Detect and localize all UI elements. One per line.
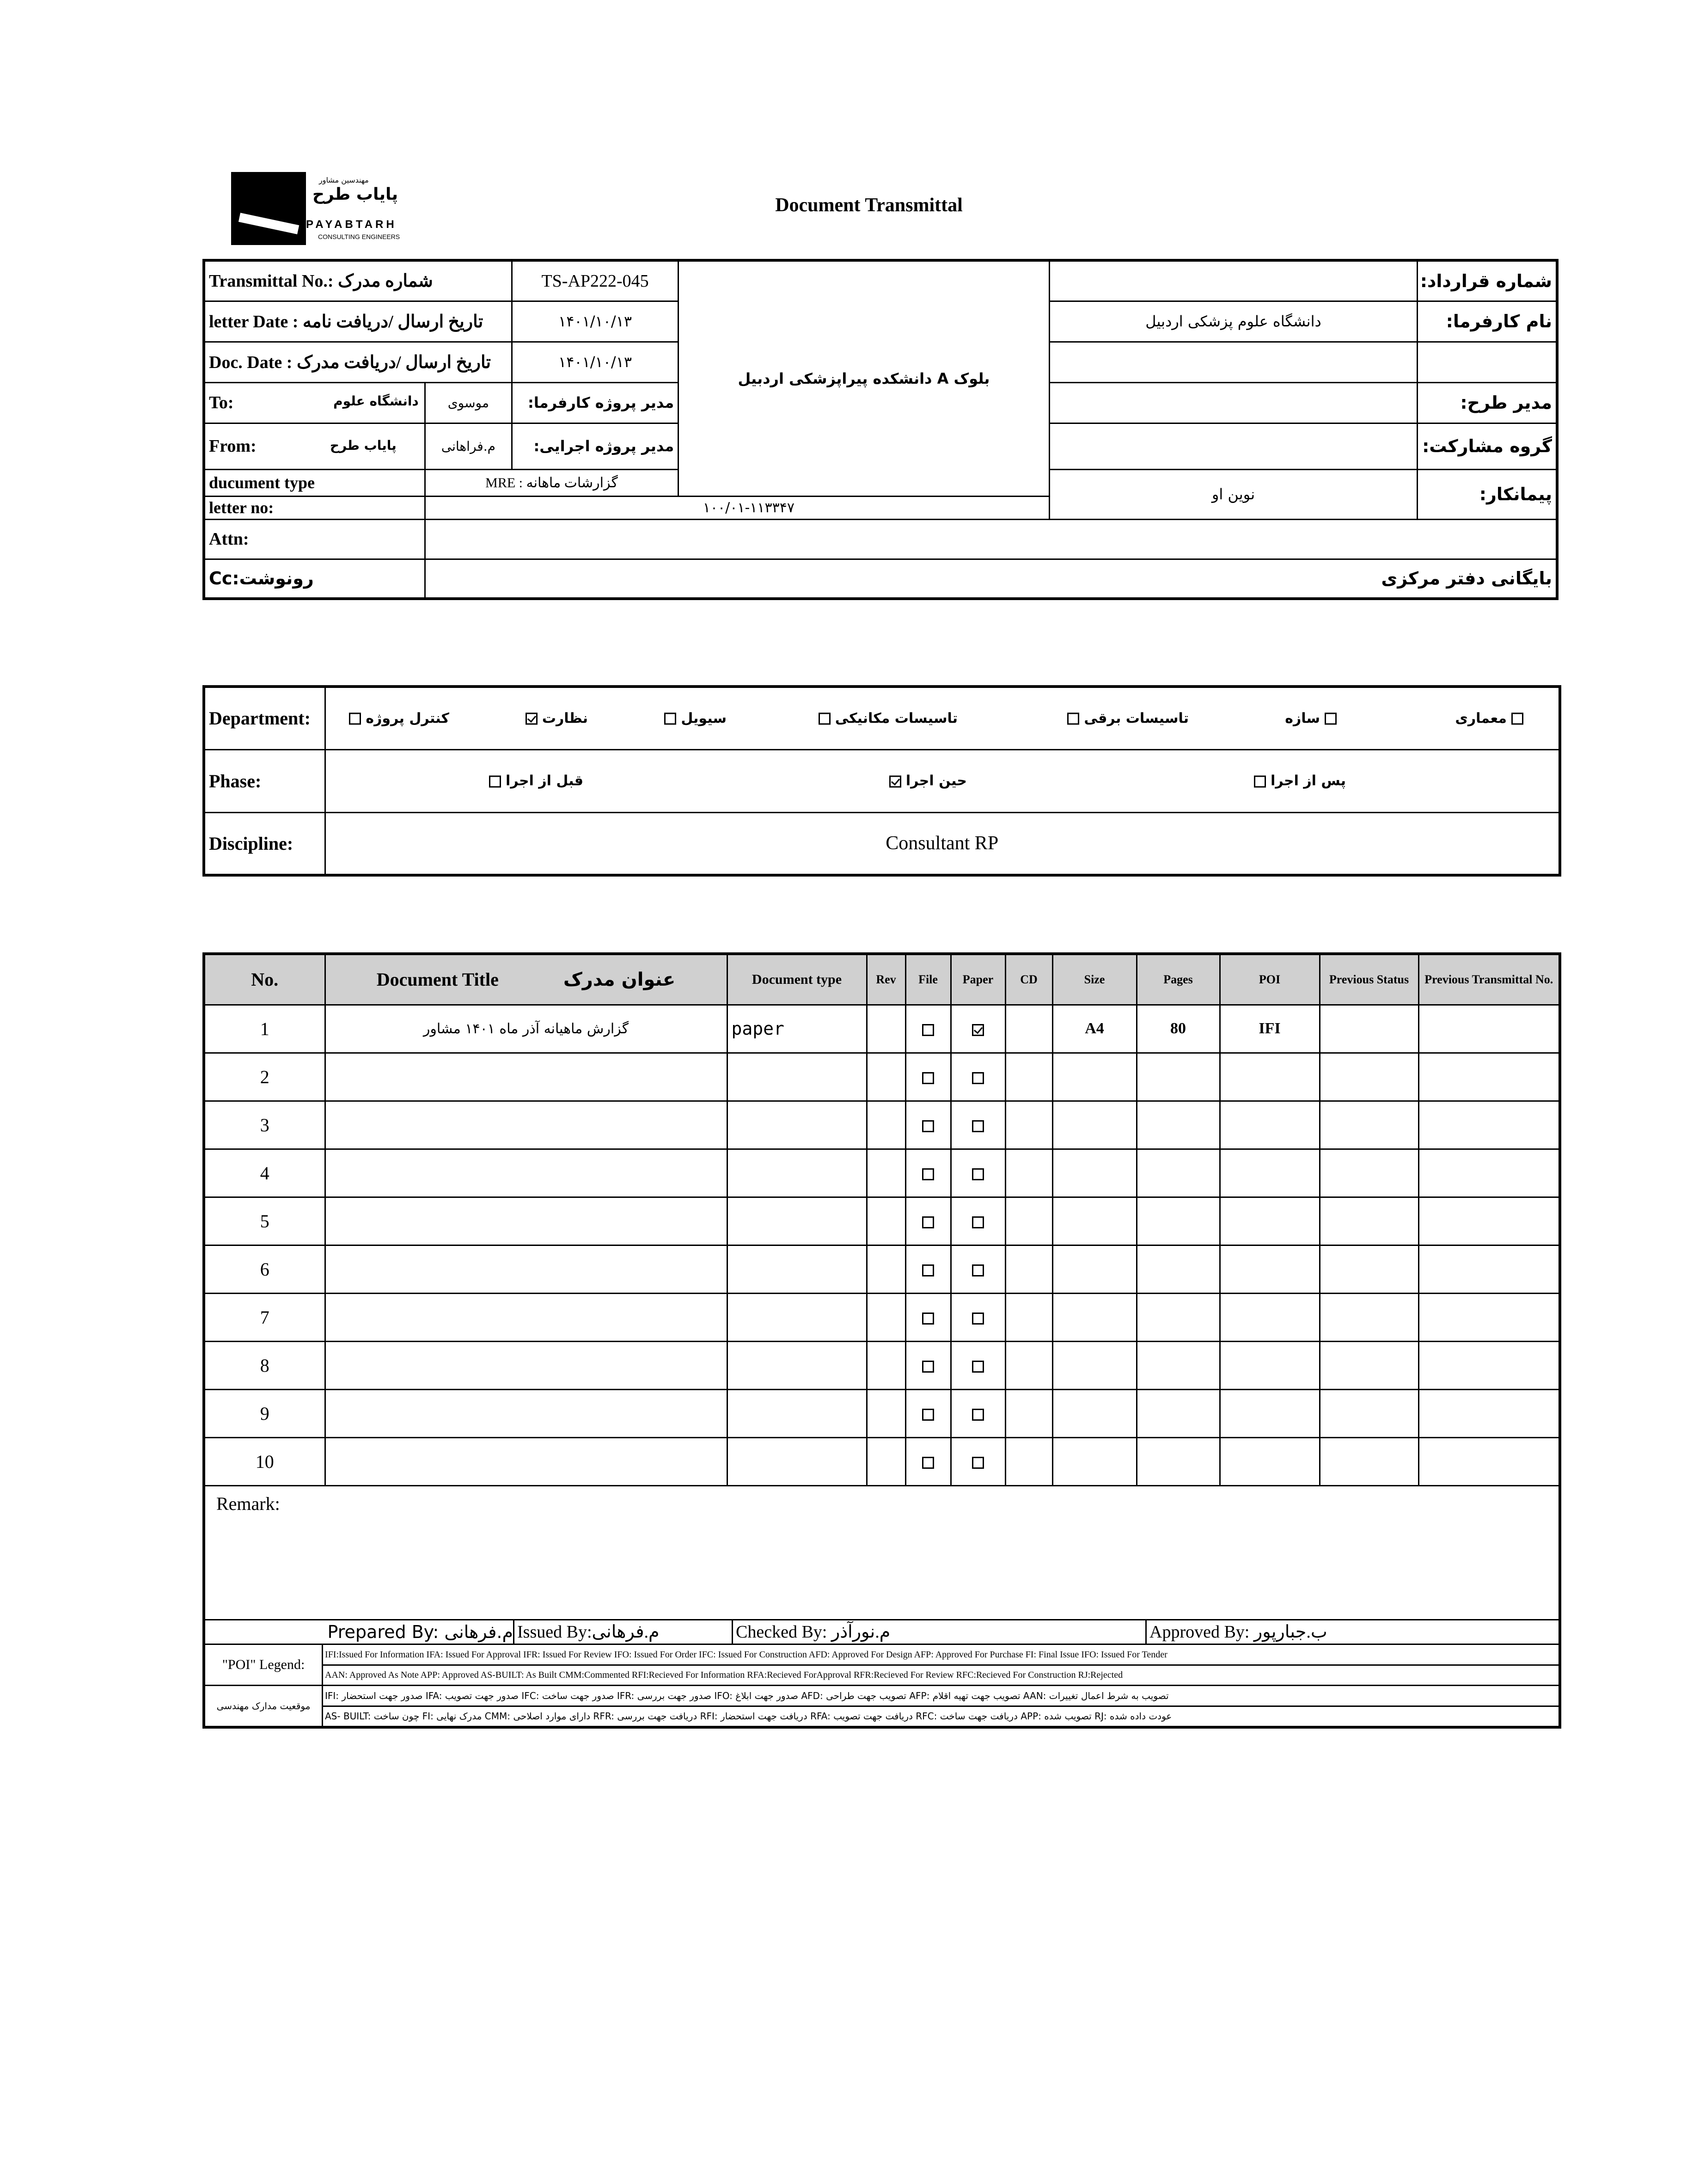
row-prev-status[interactable] <box>1320 1101 1418 1149</box>
row-poi <box>1220 1149 1320 1197</box>
row-doc-type <box>727 1245 867 1293</box>
row-no: 7 <box>204 1293 325 1341</box>
row-size <box>1052 1437 1137 1485</box>
row-no: 6 <box>204 1245 325 1293</box>
checkbox[interactable] <box>972 1409 984 1421</box>
col-poi: POI <box>1220 954 1320 1005</box>
row-cd[interactable] <box>1005 1437 1052 1485</box>
row-prev-status[interactable] <box>1320 1293 1418 1341</box>
row-poi <box>1220 1053 1320 1101</box>
contract-no-value <box>1049 260 1418 301</box>
documents-table <box>202 952 1561 1729</box>
row-cd[interactable] <box>1005 1101 1052 1149</box>
row-size <box>1052 1389 1137 1437</box>
status-legend <box>323 1686 1559 1726</box>
project-name: بلوک A دانشکده پیراپزشکی اردبیل <box>678 260 1050 496</box>
company-logo <box>231 172 306 245</box>
checkbox[interactable] <box>972 1216 984 1228</box>
dept-option-electrical[interactable] <box>1063 710 1189 726</box>
row-no: 1 <box>204 1005 325 1053</box>
checkbox[interactable] <box>972 1072 984 1084</box>
row-cd[interactable] <box>1005 1149 1052 1197</box>
checkbox[interactable] <box>972 1264 984 1276</box>
status-legend-label: موقعیت مدارک مهندسی <box>205 1686 323 1726</box>
row-pages <box>1137 1149 1220 1197</box>
checked-by-text: Checked By: م.نورآذر <box>736 1622 891 1642</box>
row-size <box>1052 1197 1137 1245</box>
legend-row <box>204 1644 1560 1685</box>
row-poi <box>1220 1197 1320 1245</box>
table-row <box>204 1053 1560 1101</box>
contractor-label: پیمانکار: <box>1418 469 1557 519</box>
row-size <box>1052 1053 1137 1101</box>
row-doc-type <box>727 1197 867 1245</box>
table-row <box>204 1389 1560 1437</box>
row-prev-transmittal[interactable] <box>1418 1101 1560 1149</box>
row-size <box>1052 1101 1137 1149</box>
empty-cell <box>1049 342 1418 382</box>
row-paper <box>951 1101 1005 1149</box>
row-rev[interactable] <box>867 1149 905 1197</box>
legend-line-3: IFI: صدور جهت استحضار IFA: صدور جهت تصویب IFC: صدور جهت ساخت IFR: صدور جهت بررسی IFO: صدور جهت ابلاغ AFD: تصویب جهت طراحی AFP: تصویب جهت تهیه اقلام AAN: تصویب به شرط اعمال تغییرات <box>323 1686 1559 1707</box>
row-rev[interactable] <box>867 1389 905 1437</box>
row-prev-transmittal[interactable] <box>1418 1245 1560 1293</box>
from-person: م.فراهانی <box>425 423 512 469</box>
row-poi <box>1220 1101 1320 1149</box>
empty-cell <box>1418 342 1557 382</box>
row-paper <box>951 1149 1005 1197</box>
issued-by-text: Issued By:م.فرهانی <box>517 1622 660 1642</box>
checkbox[interactable] <box>1067 713 1079 725</box>
row-paper <box>951 1437 1005 1485</box>
logo-name-en: PAYABTARH <box>306 218 397 231</box>
dept-option-structure[interactable] <box>1285 710 1341 726</box>
row-doc-type <box>727 1389 867 1437</box>
col-title <box>325 954 727 1005</box>
row-pages <box>1137 1341 1220 1389</box>
row-file <box>905 1437 951 1485</box>
partnership-label: گروه مشارکت: <box>1418 423 1557 469</box>
row-title <box>325 1437 727 1485</box>
row-poi <box>1220 1293 1320 1341</box>
col-doc-type: Document type <box>727 954 867 1005</box>
legend-line-2: AAN: Approved As Note APP: Approved AS-BUILT: As Built CMM:Commented RFI:Recieved For Information RFA:Recieved ForApproval RFR:Recieved For Review RFC:Recieved For Construction RJ:Rejected <box>325 1669 1123 1680</box>
attn-label: Attn: <box>204 519 425 559</box>
checkbox-checked[interactable] <box>972 1024 984 1036</box>
exec-pm-label: مدیر پروژه اجرایی: <box>512 423 678 469</box>
col-size: Size <box>1052 954 1137 1005</box>
table-row <box>204 1101 1560 1149</box>
checkbox[interactable] <box>922 1072 934 1084</box>
col-file: File <box>905 954 951 1005</box>
checkbox[interactable] <box>922 1168 934 1180</box>
row-size <box>1052 1293 1137 1341</box>
row-pages: 80 <box>1137 1005 1220 1053</box>
option-label: پس از اجرا <box>1271 773 1346 789</box>
row-size <box>1052 1341 1137 1389</box>
dept-option-civil[interactable] <box>660 710 727 726</box>
row-size: A4 <box>1052 1005 1137 1053</box>
row-title <box>325 1293 727 1341</box>
row-no: 8 <box>204 1341 325 1389</box>
header-table <box>202 259 1559 600</box>
from-label: From: <box>209 436 257 456</box>
col-title-fa: عنوان مدرک <box>563 969 676 991</box>
row-rev[interactable] <box>867 1005 905 1053</box>
discipline-value: Consultant RP <box>325 812 1560 875</box>
col-rev: Rev <box>867 954 905 1005</box>
prepared-by-text: Prepared By: م.فرهانی <box>327 1621 513 1642</box>
row-title <box>325 1053 727 1101</box>
department-table <box>202 685 1561 877</box>
row-no: 4 <box>204 1149 325 1197</box>
row-title <box>325 1341 727 1389</box>
row-pages <box>1137 1293 1220 1341</box>
row-paper <box>951 1053 1005 1101</box>
row-rev[interactable] <box>867 1437 905 1485</box>
row-file <box>905 1293 951 1341</box>
approved-by-text: Approved By: ب.جبارپور <box>1149 1622 1327 1642</box>
remark-field[interactable] <box>204 1485 1560 1620</box>
row-file <box>905 1053 951 1101</box>
dept-option-architecture[interactable] <box>1455 710 1528 726</box>
table-row <box>204 1437 1560 1485</box>
to-person: موسوی <box>425 382 512 423</box>
row-file <box>905 1197 951 1245</box>
phase-option-after[interactable] <box>1249 773 1346 789</box>
row-poi <box>1220 1389 1320 1437</box>
row-doc-type <box>727 1101 867 1149</box>
row-poi <box>1220 1341 1320 1389</box>
checkbox[interactable] <box>972 1313 984 1325</box>
row-pages <box>1137 1437 1220 1485</box>
legend-line-4: AS- BUILT: چون ساخت FI: مدرک نهایی CMM: دارای موارد اصلاحی RFR: دریافت جهت بررسی RFI: دریافت جهت استحضار RFA: دریافت جهت تصویب RFC: دریافت جهت ساخت APP: تصویب شده RJ: عودت داده شده <box>325 1710 1172 1722</box>
checkbox[interactable] <box>922 1264 934 1276</box>
table-row <box>204 1245 1560 1293</box>
row-doc-type: paper <box>727 1005 867 1053</box>
row-prev-status[interactable] <box>1320 1149 1418 1197</box>
dept-option-mechanical[interactable] <box>814 710 958 726</box>
contractor-value: نوین او <box>1049 469 1418 519</box>
doc-date-label: Doc. Date : تاریخ ارسال /دریافت مدرک <box>204 342 512 382</box>
to-value: دانشگاه علوم <box>333 393 419 409</box>
checkbox[interactable] <box>922 1216 934 1228</box>
row-rev[interactable] <box>867 1197 905 1245</box>
table-row <box>204 1293 1560 1341</box>
row-pages <box>1137 1389 1220 1437</box>
department-options <box>325 687 1560 749</box>
checkbox[interactable] <box>489 775 501 787</box>
page-title: Document Transmittal <box>775 195 963 216</box>
row-prev-transmittal[interactable] <box>1418 1437 1560 1485</box>
option-label: حین اجرا <box>905 773 967 789</box>
row-doc-type <box>727 1053 867 1101</box>
remark-label: Remark: <box>216 1493 280 1514</box>
row-file <box>905 1149 951 1197</box>
option-label: معماری <box>1455 710 1507 727</box>
table-row <box>204 1197 1560 1245</box>
row-poi <box>1220 1437 1320 1485</box>
row-title <box>325 1197 727 1245</box>
row-no: 5 <box>204 1197 325 1245</box>
col-cd: CD <box>1005 954 1052 1005</box>
employer-pm-label: مدیر پروژه کارفرما: <box>512 382 678 423</box>
table-row <box>204 1149 1560 1197</box>
checkbox[interactable] <box>922 1024 934 1036</box>
col-no: No. <box>204 954 325 1005</box>
row-rev[interactable] <box>867 1341 905 1389</box>
doc-type-label: ducument type <box>204 469 425 496</box>
cc-value: بایگانی دفتر مرکزی <box>425 559 1557 599</box>
row-prev-status[interactable] <box>1320 1389 1418 1437</box>
row-cd[interactable] <box>1005 1197 1052 1245</box>
status-legend-row <box>204 1685 1560 1727</box>
poi-legend-label: "POI" Legend: <box>205 1645 323 1685</box>
cc-label: Cc:رونوشت <box>204 559 425 599</box>
row-paper <box>951 1245 1005 1293</box>
row-paper <box>951 1293 1005 1341</box>
row-doc-type <box>727 1437 867 1485</box>
row-cd[interactable] <box>1005 1293 1052 1341</box>
row-prev-transmittal[interactable] <box>1418 1389 1560 1437</box>
row-cd[interactable] <box>1005 1341 1052 1389</box>
col-title-en: Document Title <box>376 969 499 990</box>
row-prev-transmittal[interactable] <box>1418 1149 1560 1197</box>
from-cell <box>204 423 425 469</box>
row-no: 3 <box>204 1101 325 1149</box>
letter-date-label: letter Date : تاریخ ارسال /دریافت نامه <box>204 301 512 342</box>
issued-by <box>514 1620 733 1644</box>
row-no: 2 <box>204 1053 325 1101</box>
phase-options <box>325 749 1560 812</box>
checkbox[interactable] <box>664 713 676 725</box>
row-paper <box>951 1341 1005 1389</box>
row-pages <box>1137 1053 1220 1101</box>
row-prev-status[interactable] <box>1320 1053 1418 1101</box>
letter-no-label: letter no: <box>204 496 425 519</box>
checkbox[interactable] <box>972 1457 984 1469</box>
row-pages <box>1137 1101 1220 1149</box>
row-cd[interactable] <box>1005 1053 1052 1101</box>
designer-value <box>1049 382 1418 423</box>
option-label: تاسیسات برقی <box>1084 710 1189 727</box>
designer-label: مدیر طرح: <box>1418 382 1557 423</box>
row-file <box>905 1389 951 1437</box>
row-prev-status[interactable] <box>1320 1341 1418 1389</box>
row-prev-transmittal[interactable] <box>1418 1053 1560 1101</box>
checkbox[interactable] <box>922 1313 934 1325</box>
row-pages <box>1137 1245 1220 1293</box>
row-rev[interactable] <box>867 1245 905 1293</box>
row-paper <box>951 1005 1005 1053</box>
table-row <box>204 1341 1560 1389</box>
row-file <box>905 1005 951 1053</box>
col-prev-transmittal: Previous Transmittal No. <box>1418 954 1560 1005</box>
partnership-value <box>1049 423 1418 469</box>
row-paper <box>951 1389 1005 1437</box>
row-no: 10 <box>204 1437 325 1485</box>
approved-by <box>1147 1620 1559 1644</box>
row-doc-type <box>727 1149 867 1197</box>
checkbox[interactable] <box>972 1361 984 1373</box>
row-title <box>325 1389 727 1437</box>
row-pages <box>1137 1197 1220 1245</box>
row-title <box>325 1149 727 1197</box>
row-poi <box>1220 1245 1320 1293</box>
option-label: سیویل <box>681 710 727 727</box>
row-prev-status[interactable] <box>1320 1437 1418 1485</box>
col-prev-status: Previous Status <box>1320 954 1418 1005</box>
attn-value <box>425 519 1557 559</box>
checkbox[interactable] <box>922 1120 934 1132</box>
doc-type-value: MRE : گزارشات ماهانه <box>425 469 678 496</box>
letter-date-value: ۱۴۰۱/۱۰/۱۳ <box>512 301 678 342</box>
table-row <box>204 1005 1560 1053</box>
checkbox[interactable] <box>819 713 831 725</box>
row-size <box>1052 1149 1137 1197</box>
row-size <box>1052 1245 1137 1293</box>
row-paper <box>951 1197 1005 1245</box>
row-rev[interactable] <box>867 1293 905 1341</box>
legend-line-1: IFI:Issued For Information IFA: Issued For Approval IFR: Issued For Review IFO: Issued For Order IFC: Issued For Construction AFD: Approved For Design AFP: Approved For Purchase FI: Final Issue IFO: Issued For Tender <box>323 1645 1559 1666</box>
row-prev-transmittal[interactable] <box>1418 1197 1560 1245</box>
checked-by <box>733 1620 1147 1644</box>
dept-option-project-control[interactable] <box>344 710 449 726</box>
checkbox-checked[interactable] <box>889 775 901 787</box>
phase-label: Phase: <box>204 749 325 812</box>
logo-subtitle-en: CONSULTING ENGINEERS <box>318 233 400 240</box>
col-pages: Pages <box>1137 954 1220 1005</box>
option-label: تاسیسات مکانیکی <box>835 710 958 727</box>
row-file <box>905 1341 951 1389</box>
option-label: سازه <box>1285 710 1320 727</box>
row-prev-transmittal[interactable] <box>1418 1341 1560 1389</box>
phase-option-during[interactable] <box>885 773 967 789</box>
row-prev-status[interactable] <box>1320 1005 1418 1053</box>
row-rev[interactable] <box>867 1101 905 1149</box>
row-prev-transmittal[interactable] <box>1418 1005 1560 1053</box>
to-label: To: <box>209 393 234 412</box>
transmittal-no-label: Transmittal No.: شماره مدرک <box>204 260 512 301</box>
letter-no-value: ۱۰۰/۰۱-۱۱۳۳۴۷ <box>425 496 1049 519</box>
checkbox[interactable] <box>1325 713 1337 725</box>
row-prev-status[interactable] <box>1320 1197 1418 1245</box>
checkbox[interactable] <box>1511 713 1523 725</box>
checkbox[interactable] <box>922 1457 934 1469</box>
row-prev-transmittal[interactable] <box>1418 1293 1560 1341</box>
row-doc-type <box>727 1293 867 1341</box>
row-title <box>325 1101 727 1149</box>
row-title: گزارش ماهیانه آذر ماه ۱۴۰۱ مشاور <box>325 1005 727 1053</box>
row-no: 9 <box>204 1389 325 1437</box>
option-label: نظارت <box>542 710 588 727</box>
from-value: پایاب طرح <box>330 437 397 453</box>
contract-no-label: شماره قرارداد: <box>1418 260 1557 301</box>
doc-date-value: ۱۴۰۱/۱۰/۱۳ <box>512 342 678 382</box>
checkbox[interactable] <box>349 713 361 725</box>
prepared-by <box>205 1620 514 1644</box>
to-cell <box>204 382 425 423</box>
dept-option-supervision[interactable] <box>521 710 588 726</box>
checkbox[interactable] <box>972 1120 984 1132</box>
signoff-row <box>204 1620 1560 1644</box>
logo-subtitle-fa: مهندسین مشاور <box>319 176 369 184</box>
row-poi: IFI <box>1220 1005 1320 1053</box>
row-doc-type <box>727 1341 867 1389</box>
checkbox-checked[interactable] <box>526 713 538 725</box>
row-prev-status[interactable] <box>1320 1245 1418 1293</box>
row-cd[interactable] <box>1005 1245 1052 1293</box>
row-file <box>905 1101 951 1149</box>
employer-label: نام کارفرما: <box>1418 301 1557 342</box>
phase-option-before[interactable] <box>484 773 583 789</box>
col-paper: Paper <box>951 954 1005 1005</box>
transmittal-no-value: TS-AP222-045 <box>512 260 678 301</box>
option-label: کنترل پروژه <box>366 710 449 727</box>
row-cd[interactable] <box>1005 1005 1052 1053</box>
checkbox[interactable] <box>972 1168 984 1180</box>
checkbox[interactable] <box>922 1361 934 1373</box>
checkbox[interactable] <box>1254 775 1266 787</box>
logo-name-fa: پایاب طرح <box>312 185 398 204</box>
poi-legend <box>323 1645 1559 1685</box>
row-file <box>905 1245 951 1293</box>
department-label: Department: <box>204 687 325 749</box>
checkbox[interactable] <box>922 1409 934 1421</box>
option-label: قبل از اجرا <box>506 773 583 789</box>
row-cd[interactable] <box>1005 1389 1052 1437</box>
discipline-label: Discipline: <box>204 812 325 875</box>
row-title <box>325 1245 727 1293</box>
employer-value: دانشگاه علوم پزشکی اردبیل <box>1049 301 1418 342</box>
row-rev[interactable] <box>867 1053 905 1101</box>
